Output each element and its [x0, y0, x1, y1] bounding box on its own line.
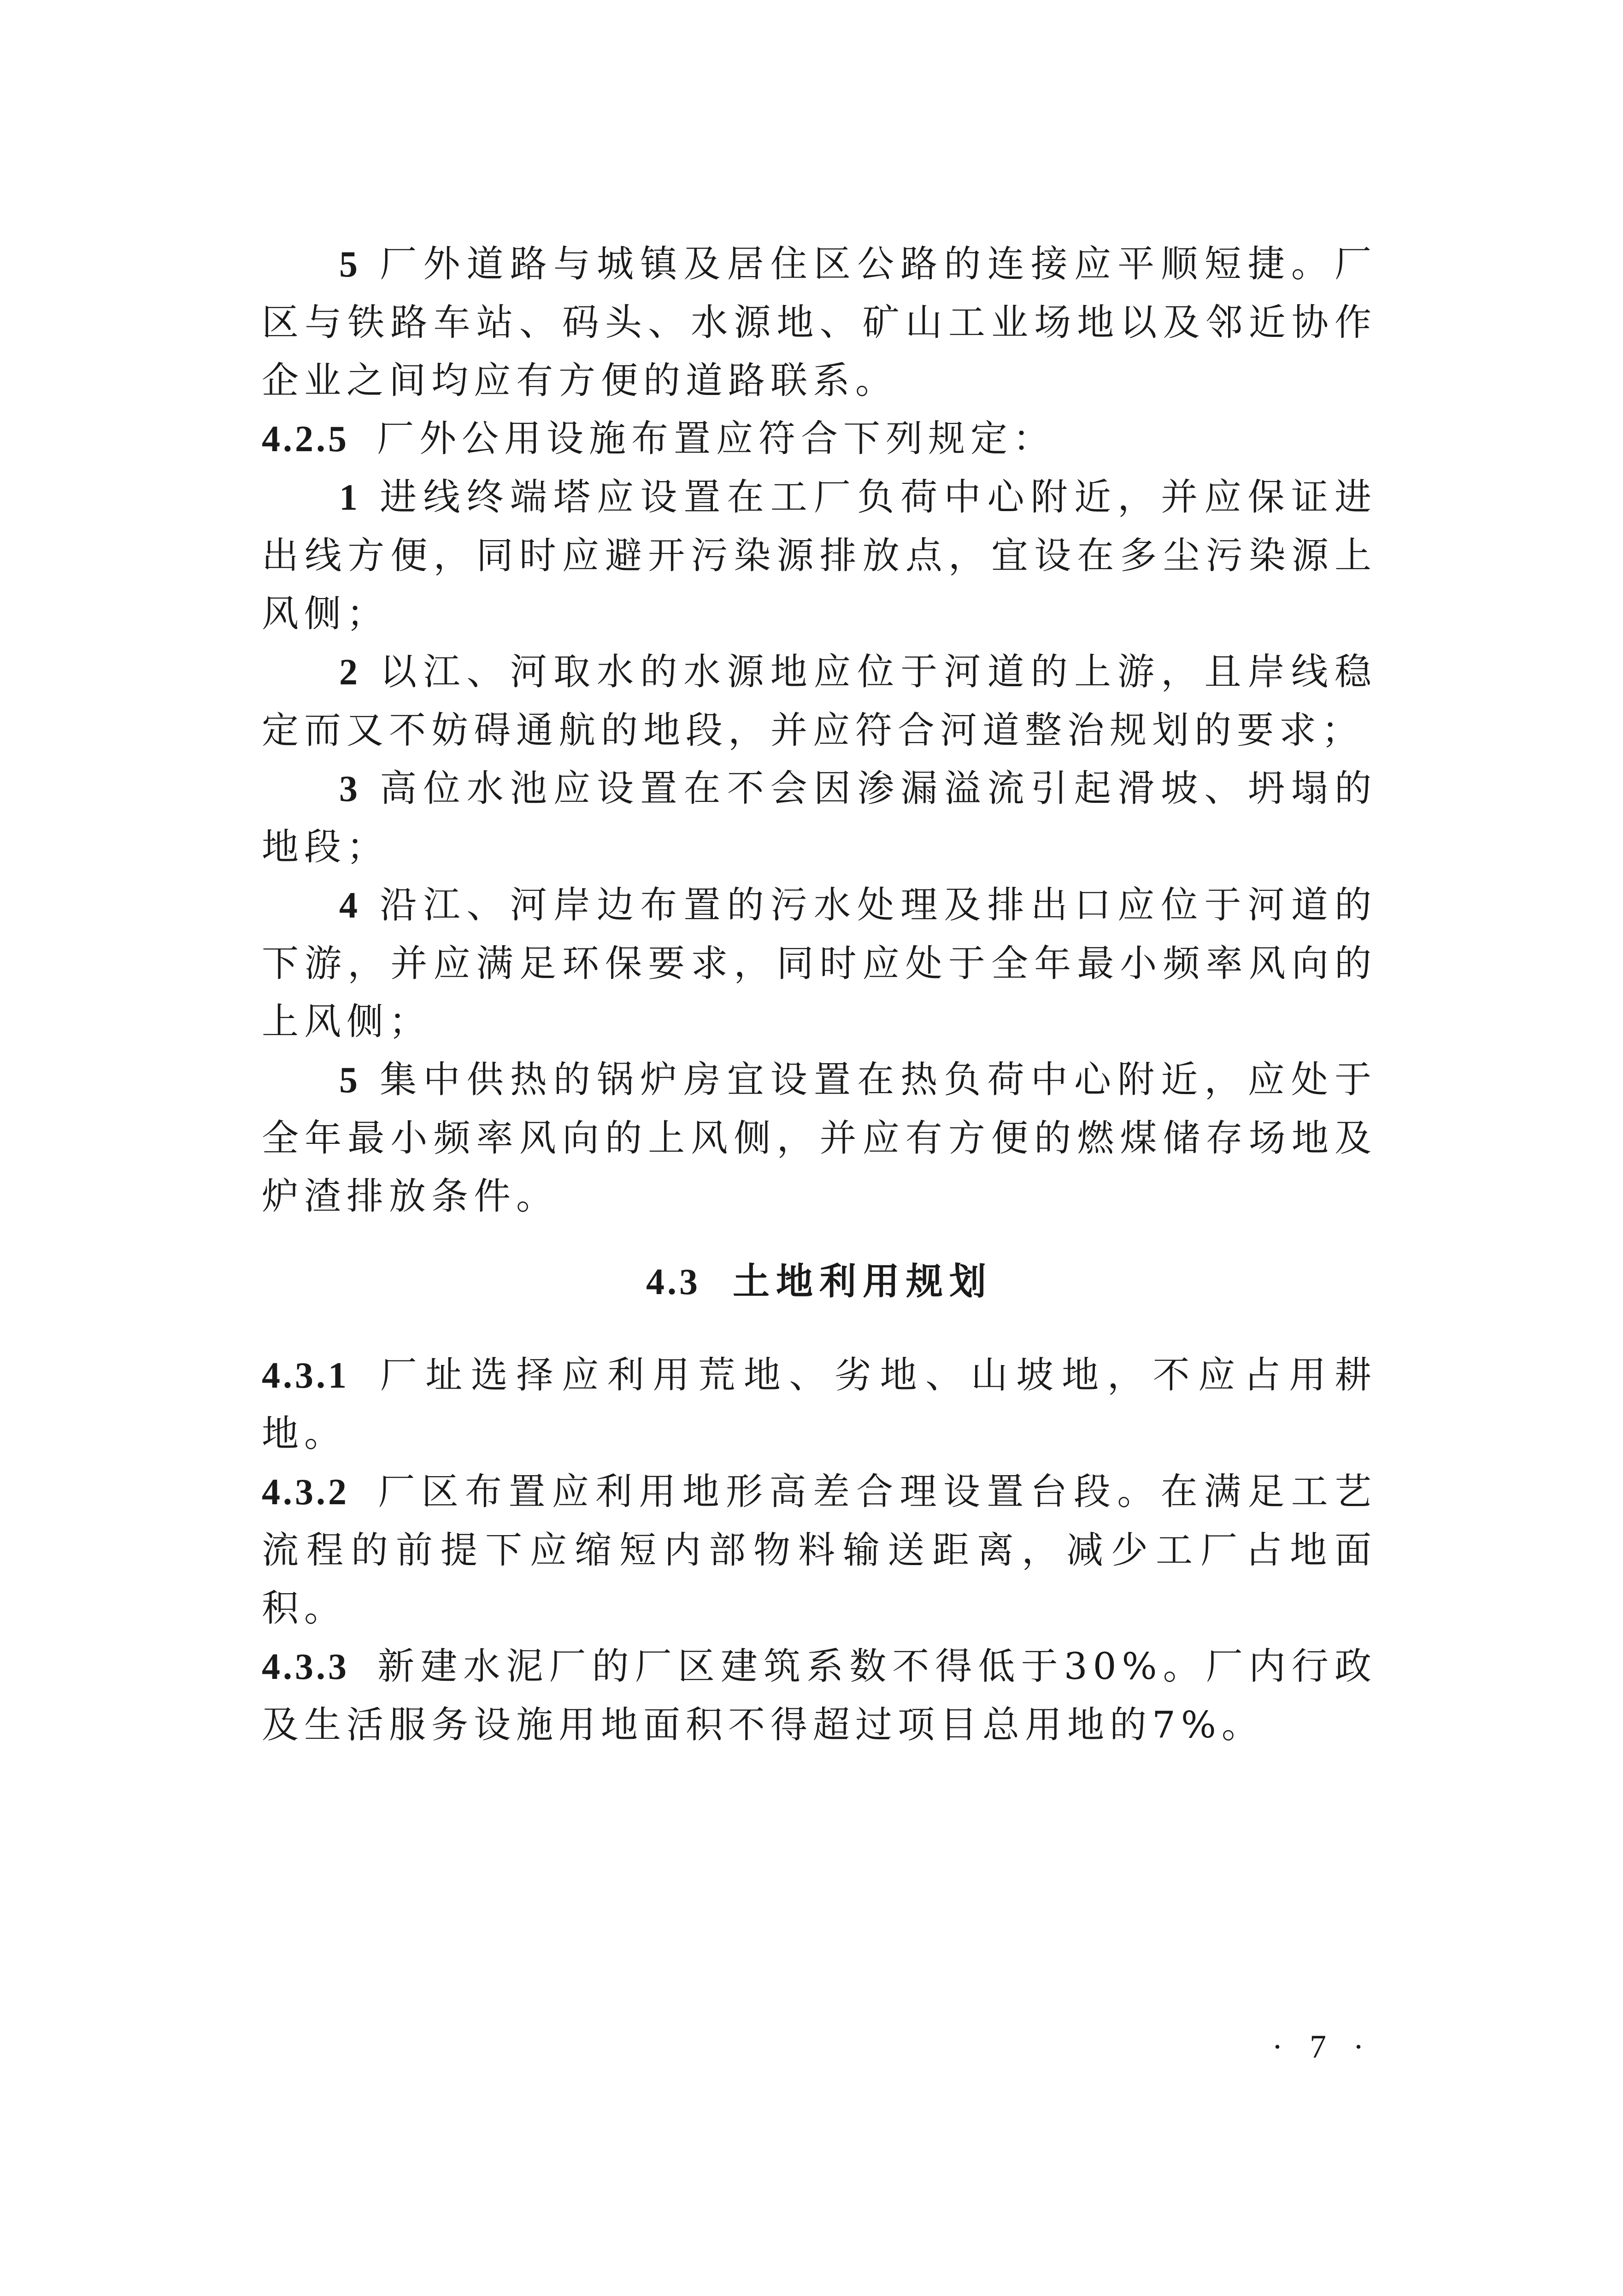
section-heading: [262, 1252, 1377, 1311]
item-number: 2: [339, 652, 358, 693]
list-item: [262, 1051, 1377, 1225]
clause-text: 厂址选择应利用荒地、劣地、山坡地，不应占用耕地。: [262, 1354, 1377, 1455]
clause: [262, 1463, 1377, 1637]
item-number: 5: [339, 1060, 358, 1101]
item-text: 沿江、河岸边布置的污水处理及排出口应位于河道的下游，并应满足环保要求，同时应处于全年最小频率风向的上风侧；: [262, 883, 1377, 1043]
item-text: 高位水池应设置在不会因渗漏溢流引起滑坡、坍塌的地段；: [262, 767, 1377, 868]
clause: [262, 1346, 1377, 1463]
list-item: [262, 235, 1377, 410]
clause-number: 4.2.5: [262, 419, 349, 459]
clause-text: 厂区布置应利用地形高差合理设置台段。在满足工艺流程的前提下应缩短内部物料输送距离，减少工厂占地面积。: [262, 1470, 1377, 1630]
item-text: 厂外道路与城镇及居住区公路的连接应平顺短捷。厂区与铁路车站、码头、水源地、矿山工业场地以及邻近协作企业之间均应有方便的道路联系。: [262, 242, 1377, 402]
item-text: 以江、河取水的水源地应位于河道的上游，且岸线稳定而又不妨碍通航的地段，并应符合河道整治规划的要求；: [262, 650, 1377, 752]
list-item: [262, 876, 1377, 1051]
clause-number: 4.3.2: [262, 1472, 349, 1513]
section-title: 土地利用规划: [733, 1260, 993, 1303]
clause: [262, 410, 1377, 468]
page-body: [262, 235, 1377, 1754]
clause-number: 4.3.1: [262, 1355, 349, 1396]
section-number: 4.3: [646, 1262, 700, 1302]
clause-number: 4.3.3: [262, 1647, 349, 1687]
clause-text: 新建水泥厂的厂区建筑系数不得低于30%。厂内行政及生活服务设施用地面积不得超过项目总用地的7%。: [262, 1645, 1377, 1746]
clause-text: 厂外公用设施布置应符合下列规定：: [377, 417, 1055, 460]
item-number: 4: [339, 885, 358, 926]
list-item: [262, 643, 1377, 759]
item-text: 进线终端塔应设置在工厂负荷中心附近，并应保证进出线方便，同时应避开污染源排放点，宜设在多尘污染源上风侧；: [262, 476, 1377, 635]
page-number: · 7 ·: [1272, 2028, 1373, 2065]
item-number: 3: [339, 769, 358, 809]
clause: [262, 1637, 1377, 1754]
item-number: 5: [339, 244, 358, 285]
list-item: [262, 468, 1377, 643]
item-text: 集中供热的锅炉房宜设置在热负荷中心附近，应处于全年最小频率风向的上风侧，并应有方便的燃煤储存场地及炉渣排放条件。: [262, 1058, 1377, 1218]
item-number: 1: [339, 477, 358, 518]
list-item: [262, 759, 1377, 876]
